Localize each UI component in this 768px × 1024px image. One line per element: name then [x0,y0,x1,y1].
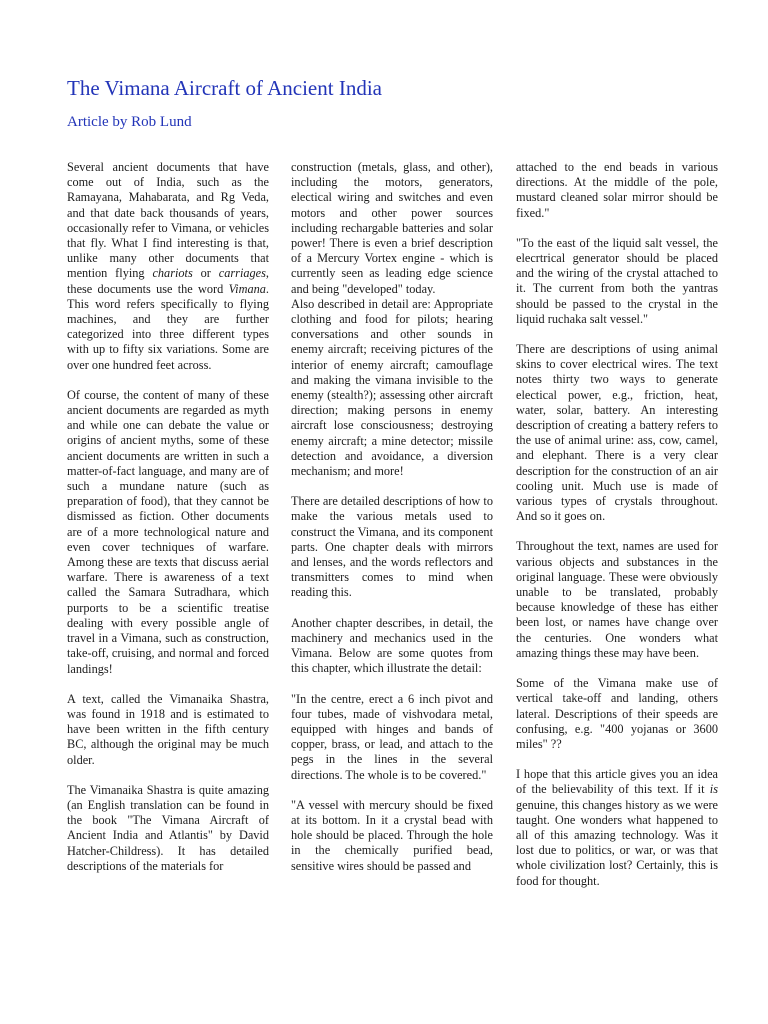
italic-term: chariots [152,266,193,281]
paragraph: The Vimanaika Shastra is quite amazing (an English translation can be found in the book "The Vimana Aircraft of Ancient India and Atlantis" by David Hatcher-Childress). It has detailed descriptions of the materials for [67,782,269,873]
italic-term: carriages [218,266,266,281]
italic-term: is [709,782,718,797]
paragraph: Several ancient documents that have come out of India, such as the Ramayana, Mahabarata, and Rg Veda, and that date back thousands of years, occasionally refer to Vimana, or vehicles that fly. What I find interesting is that, unlike many other documents that mention flying chariots or carriages, these documents use the word Vimana. This word refers specifically to flying machines, and they are further categorized into three different types with up to fifty six variations. Some are over one hundred feet across. [67,160,269,372]
paragraph: Throughout the text, names are used for various objects and substances in the original language. These were obviously unable to be translated, probably because knowledge of these has either been lost, or names have change over the centuries. One wonders what amazing things these may have been. [516,539,718,660]
paragraph: Some of the Vimana make use of vertical take-off and landing, others lateral. Descriptions of their speeds are confusing, e.g. "400 yojanas or 3600 miles" ?? [516,676,718,751]
paragraph: There are detailed descriptions of how to make the various metals used to construct the Vimana, and its component parts. One chapter deals with mirrors and lenses, and the words reflectors and transmitters comes to mind when reading this. [291,494,493,600]
paragraph: Also described in detail are: Appropriate clothing and food for pilots; hearing conversations and other sounds in enemy aircraft; receiving pictures of the interior of enemy aircraft; camouflage and making the vimana invisible to the enemy (stealth?); assessing other aircraft direction; making persons in enemy aircraft lose consciousness; destroying enemy aircraft; a mine detector; missile detection and avoidance, a diversion mechanism; and more! [291,296,493,479]
paragraph: Of course, the content of many of these ancient documents are regarded as myth and while one can debate the value or origins of ancient myths, some of these ancient documents are written in such a matter-of-fact language, and many are of such a mundane nature (such as preparation of food), that they cannot be dismissed as fiction. Other documents are of a more technological nature and even cover techniques of warfare. Among these are texts that discuss aerial warfare. There is awareness of a text called the Samara Sutradhara, which purports to be a scientific treatise dealing with every possible angle of travel in a Vimana, such as construction, take-off, cruising, and normal and forced landings! [67,387,269,676]
paragraph: There are descriptions of using animal skins to cover electrical wires. The text notes thirty two ways to generate electical power, e.g., friction, heat, water, solar, battery. An interesting description of creating a battery refers to the use of animal urine: ass, cow, camel, and elephant. There is a very clear description for the construction of an air cooling unit. Much use is made of various types of crystals throughout. And so it goes on. [516,342,718,524]
article-byline: Article by Rob Lund [67,114,192,130]
italic-term: Vimana [228,281,266,296]
paragraph: A text, called the Vimanaika Shastra, was found in 1918 and is estimated to have been written in the fifth century BC, although the original may be much older. [67,691,269,767]
quote-paragraph: attached to the end beads in various directions. At the middle of the pole, mustard cleaned solar mirror should be fixed." [516,160,718,220]
quote-paragraph: "In the centre, erect a 6 inch pivot and four tubes, made of vishvodara metal, equipped with hinges and bands of copper, brass, or lead, and attach to the pegs in the lines in the several directions. The whole is to be covered." [291,691,493,782]
paragraph: Another chapter describes, in detail, the machinery and mechanics used in the Vimana. Below are some quotes from this chapter, which illustrate the detail: [291,615,493,676]
quote-paragraph: "To the east of the liquid salt vessel, the elecrtrical generator should be placed and the wiring of the crystal attached to it. The current from both the yantras should be passed to the crystal in the liquid ruchaka salt vessel." [516,235,718,326]
article-column-1 [67,160,269,874]
paragraph: I hope that this article gives you an idea of the believability of this text. If it is genuine, this changes history as we were taught. One wonders what happened to all of this amazing technology. Was it lost due to politics, or war, or was that whole civilization lost? Certainly, this is food for thought. [516,767,718,888]
article-column-2 [291,160,493,874]
paragraph: construction (metals, glass, and other), including the motors, generators, electical wiring and switches and even motors and other power sources including rechargable batteries and solar power! There is even a brief description of a Mercury Vortex engine - which is currently seen as leading edge science and being "developed" today. [291,160,493,296]
article-column-3 [516,160,718,889]
quote-paragraph: "A vessel with mercury should be fixed at its bottom. In it a crystal bead with hole should be placed. Through the hole in the chemically purified bead, sensitive wires should be passed and [291,797,493,873]
article-title: The Vimana Aircraft of Ancient India [67,76,382,100]
